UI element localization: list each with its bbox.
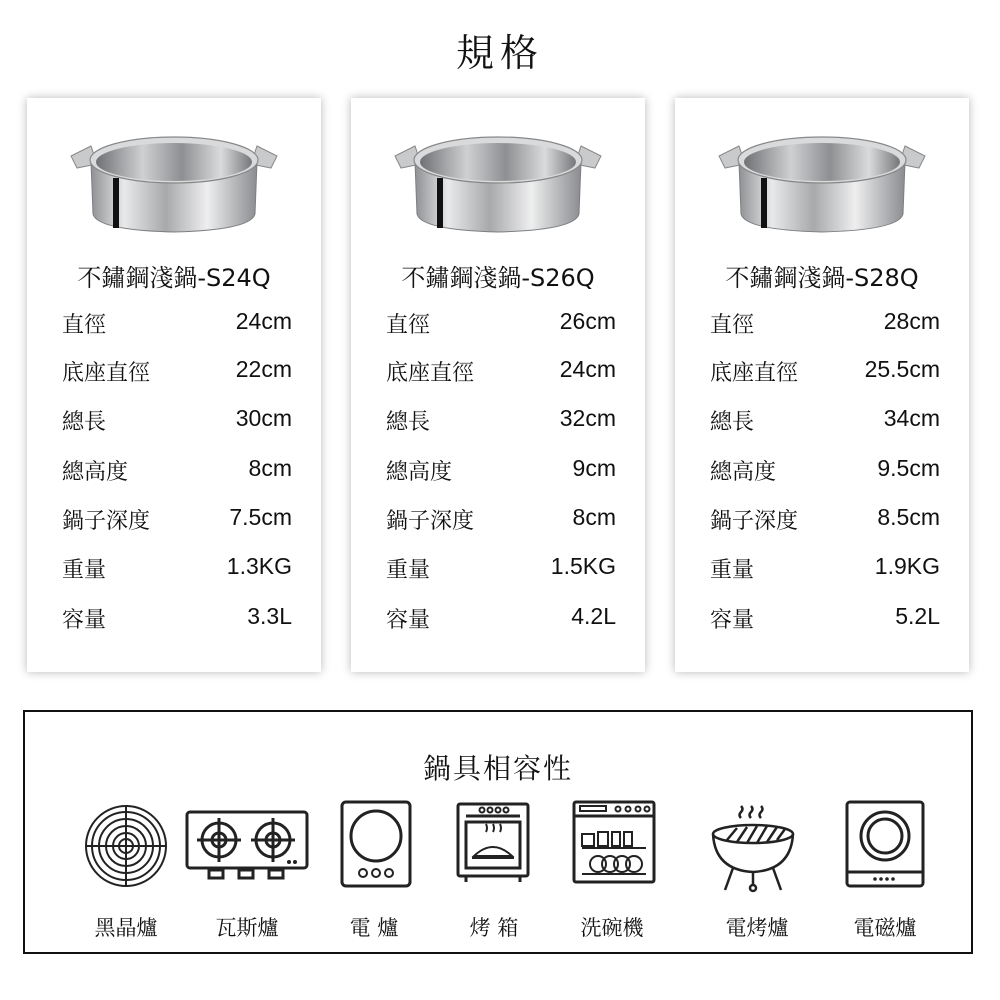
spec-value: 30cm [235,405,292,431]
appliance-induction-cooktop [821,800,949,940]
spec-row [710,455,940,489]
spec-row [386,553,616,587]
spec-label: 重量 [386,558,431,583]
spec-value: 25.5cm [864,356,940,382]
spec-value: 1.9KG [874,553,940,579]
spec-value: 28cm [883,308,940,334]
spec-row [386,308,616,342]
spec-value: 24cm [235,308,292,334]
spec-label: 容量 [710,608,755,633]
spec-row [62,455,292,489]
appliance-electric-grill [693,800,821,940]
spec-row [710,603,940,637]
oven-icon [430,800,558,900]
spec-value: 9.5cm [877,455,940,481]
induction-cooktop-icon [821,800,949,900]
spec-label: 直徑 [710,313,755,338]
spec-label: 容量 [386,608,431,633]
spec-value: 26cm [559,308,616,334]
spec-row [710,405,940,439]
gas-stove-icon [183,800,311,900]
spec-row [710,553,940,587]
spec-value: 8.5cm [877,504,940,530]
product-name: 不鏽鋼淺鍋-S24Q [77,264,271,292]
spec-label: 鍋子深度 [710,509,799,534]
appliance-label: 電磁爐 [853,916,917,940]
spec-label: 底座直徑 [710,361,799,386]
page-title: 規格 [455,31,544,75]
spec-value: 3.3L [247,603,292,629]
appliance-label: 烤 箱 [469,916,519,940]
product-card-s28q [675,98,969,672]
spec-label: 重量 [710,558,755,583]
appliance-label: 黑晶爐 [94,916,158,940]
compatibility-title: 鍋具相容性 [422,752,573,785]
spec-value: 1.3KG [226,553,292,579]
spec-label: 總長 [62,410,107,435]
appliance-electric-hotplate [310,800,438,940]
spec-label: 直徑 [386,313,431,338]
pot-image [391,118,605,243]
spec-value: 9cm [572,455,616,481]
appliance-oven [430,800,558,940]
appliance-radiant-cooktop [62,800,190,940]
spec-row [62,603,292,637]
spec-value: 1.5KG [550,553,616,579]
spec-label: 底座直徑 [386,361,475,386]
product-card-s26q [351,98,645,672]
spec-row [710,308,940,342]
spec-value: 34cm [883,405,940,431]
spec-value: 24cm [559,356,616,382]
appliance-label: 電 爐 [349,916,399,940]
spec-row [62,504,292,538]
appliance-label: 電烤爐 [725,916,789,940]
spec-row [386,356,616,390]
spec-row [62,553,292,587]
spec-row [386,405,616,439]
spec-label: 底座直徑 [62,361,151,386]
spec-row [62,308,292,342]
spec-value: 4.2L [571,603,616,629]
spec-label: 總高度 [62,460,129,485]
radiant-cooktop-icon [62,800,190,900]
product-card-s24q [27,98,321,672]
spec-label: 總長 [386,410,431,435]
spec-row [386,504,616,538]
appliance-gas-stove [183,800,311,940]
spec-value: 8cm [248,455,292,481]
spec-label: 總高度 [386,460,453,485]
product-name: 不鏽鋼淺鍋-S26Q [401,264,595,292]
electric-hotplate-icon [310,800,438,900]
spec-value: 7.5cm [229,504,292,530]
appliance-label: 洗碗機 [580,916,644,940]
product-name: 不鏽鋼淺鍋-S28Q [725,264,919,292]
spec-label: 總長 [710,410,755,435]
spec-value: 8cm [572,504,616,530]
spec-label: 容量 [62,608,107,633]
spec-row [62,405,292,439]
spec-value: 32cm [559,405,616,431]
spec-value: 5.2L [895,603,940,629]
dishwasher-icon [548,800,676,900]
electric-grill-icon [693,800,821,900]
appliance-dishwasher [548,800,676,940]
appliance-label: 瓦斯爐 [215,916,279,940]
spec-row [62,356,292,390]
pot-image [67,118,281,243]
compatibility-panel [23,710,973,954]
spec-value: 22cm [235,356,292,382]
spec-row [386,455,616,489]
spec-label: 鍋子深度 [386,509,475,534]
spec-row [386,603,616,637]
spec-label: 重量 [62,558,107,583]
spec-label: 鍋子深度 [62,509,151,534]
spec-row [710,504,940,538]
spec-label: 直徑 [62,313,107,338]
pot-image [715,118,929,243]
spec-row [710,356,940,390]
spec-label: 總高度 [710,460,777,485]
